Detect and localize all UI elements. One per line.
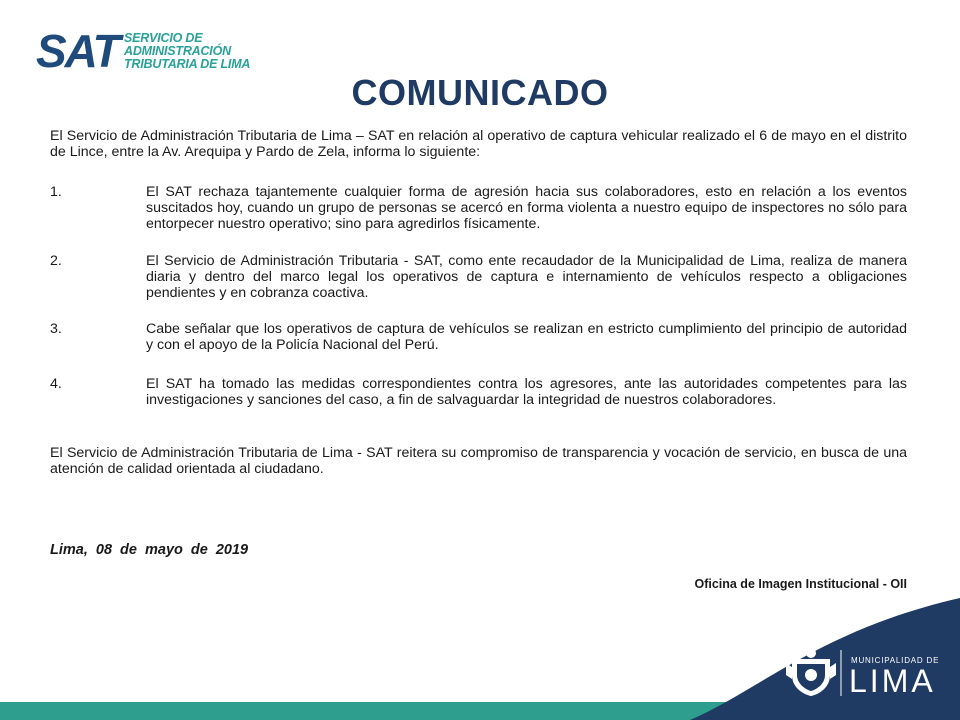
municipality-name: LIMA bbox=[849, 663, 936, 699]
list-item-text: El SAT ha tomado las medidas correspondientes contra los agresores, ante las autoridades competentes para las investigaciones y sanciones del caso, a fin de salvaguardar la integridad de nuestros colaboradores. bbox=[146, 376, 907, 408]
date-line: Lima, 08 de mayo de 2019 bbox=[50, 542, 249, 558]
intro-paragraph: El Servicio de Administración Tributaria de Lima – SAT en relación al operativo de captura vehicular realizado el 6 de mayo en el distrito de Lince, entre la Av. Arequipa y Pardo de Zela, informa lo siguiente: bbox=[50, 128, 907, 160]
list-item-text: El SAT rechaza tajantemente cualquier forma de agresión hacia sus colaboradores, esto en relación a los eventos suscitados hoy, cuando un grupo de personas se acercó en forma violenta a nuestro equipo de inspectores no sólo para entorpecer nuestro operativo; sino para agredirlos físicamente. bbox=[146, 184, 907, 232]
list-item-number: 1. bbox=[50, 184, 62, 200]
sat-logo-line: SERVICIO DE bbox=[124, 31, 203, 45]
sat-logo-line: ADMINISTRACIÓN bbox=[124, 44, 231, 58]
office-signature: Oficina de Imagen Institucional - OII bbox=[694, 577, 907, 591]
lima-coat-of-arms-icon bbox=[786, 645, 836, 697]
list-item-number: 2. bbox=[50, 253, 62, 269]
page-title: COMUNICADO bbox=[351, 72, 609, 113]
list-item-number: 3. bbox=[50, 321, 62, 337]
municipality-label: MUNICIPALIDAD DE bbox=[851, 656, 940, 665]
list-item-number: 4. bbox=[50, 376, 62, 392]
sat-logo-text: SAT bbox=[36, 25, 119, 77]
closing-paragraph: El Servicio de Administración Tributaria de Lima - SAT reitera su compromiso de transparencia y vocación de servicio, en busca de una atención de calidad orientada al ciudadano. bbox=[50, 445, 907, 477]
sat-logo-line: TRIBUTARIA DE LIMA bbox=[124, 57, 251, 71]
list-item-text: Cabe señalar que los operativos de captura de vehículos se realizan en estricto cumplimiento del principio de autoridad y con el apoyo de la Policía Nacional del Perú. bbox=[146, 321, 907, 353]
list-item-text: El Servicio de Administración Tributaria - SAT, como ente recaudador de la Municipalidad de Lima, realiza de manera diaria y dentro del marco legal los operativos de captura e internamiento de vehículos respecto a obligaciones pendientes y en cobranza coactiva. bbox=[146, 253, 907, 301]
